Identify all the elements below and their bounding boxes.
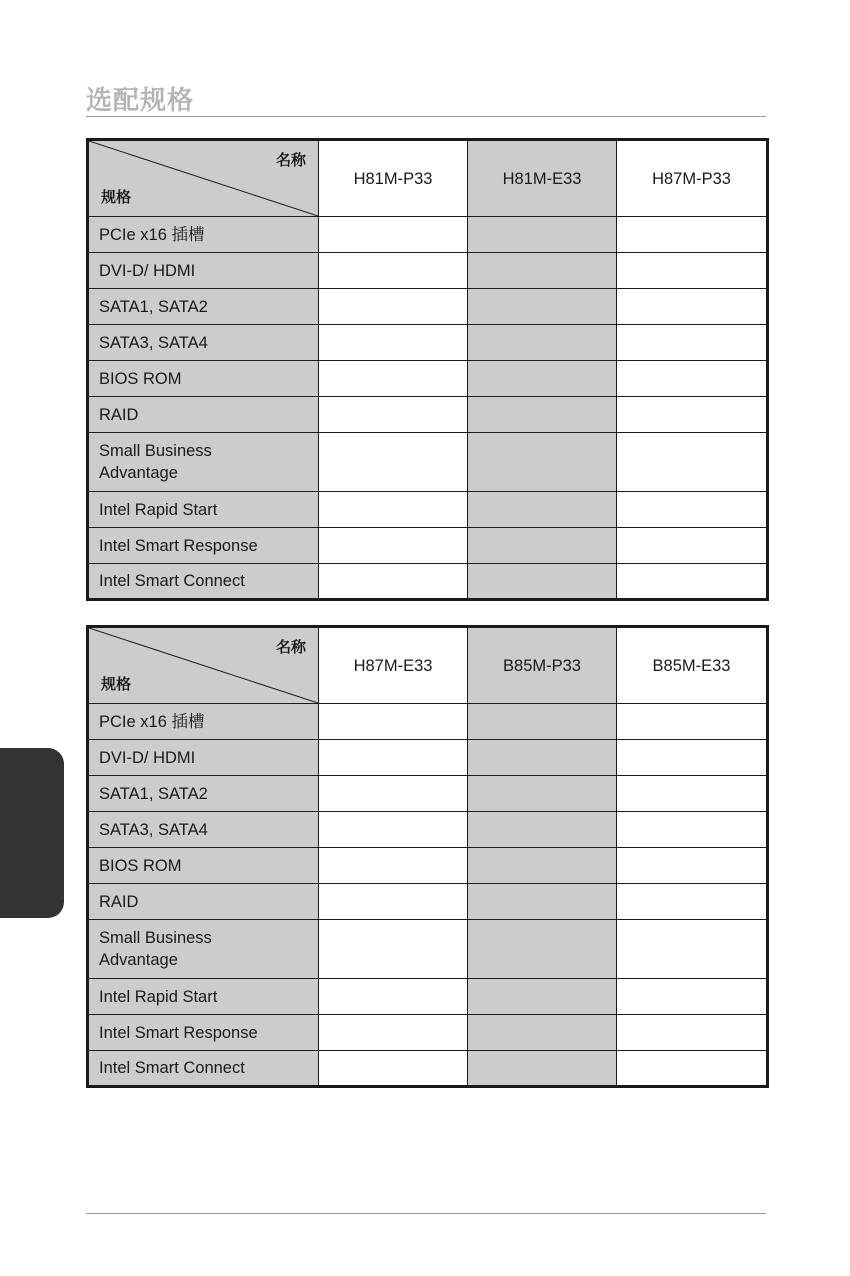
table-row bbox=[88, 528, 768, 564]
spec-label: PCIe x16 插槽 bbox=[88, 704, 319, 740]
spec-value-cell bbox=[319, 492, 468, 528]
table-row bbox=[88, 289, 768, 325]
table-row bbox=[88, 1015, 768, 1051]
spec-value-cell bbox=[468, 492, 617, 528]
spec-label: Intel Smart Response bbox=[88, 528, 319, 564]
spec-value-cell bbox=[468, 217, 617, 253]
corner-name-label: 名称 bbox=[275, 151, 306, 169]
spec-value-cell bbox=[319, 884, 468, 920]
spec-value-cell bbox=[319, 812, 468, 848]
corner-spec-label: 规格 bbox=[101, 188, 132, 206]
spec-value-cell bbox=[319, 397, 468, 433]
spec-value-cell bbox=[468, 361, 617, 397]
spec-value-cell bbox=[468, 528, 617, 564]
table-row bbox=[88, 776, 768, 812]
table-row bbox=[88, 217, 768, 253]
spec-value-cell bbox=[468, 740, 617, 776]
spec-value-cell bbox=[319, 564, 468, 600]
spec-value-cell bbox=[319, 704, 468, 740]
spec-value-cell bbox=[319, 325, 468, 361]
table-row bbox=[88, 979, 768, 1015]
spec-value-cell bbox=[617, 253, 768, 289]
header-row bbox=[88, 627, 768, 704]
spec-value-cell bbox=[319, 433, 468, 492]
spec-label: Small Business Advantage bbox=[88, 433, 319, 492]
spec-value-cell bbox=[319, 253, 468, 289]
spec-value-cell bbox=[468, 812, 617, 848]
corner-spec-label: 规格 bbox=[101, 675, 132, 693]
spec-label: SATA1, SATA2 bbox=[88, 776, 319, 812]
corner-cell bbox=[88, 627, 319, 704]
spec-value-cell bbox=[468, 848, 617, 884]
spec-value-cell bbox=[468, 253, 617, 289]
spec-label: RAID bbox=[88, 884, 319, 920]
spec-value-cell bbox=[319, 776, 468, 812]
spec-label: Intel Smart Connect bbox=[88, 564, 319, 600]
spec-value-cell bbox=[468, 1051, 617, 1087]
model-header: B85M-E33 bbox=[617, 627, 768, 704]
spec-value-cell bbox=[468, 884, 617, 920]
spec-value-cell bbox=[319, 361, 468, 397]
spec-value-cell bbox=[468, 325, 617, 361]
spec-value-cell bbox=[468, 979, 617, 1015]
spec-label: Small Business Advantage bbox=[88, 920, 319, 979]
spec-value-cell bbox=[617, 564, 768, 600]
spec-label: Intel Smart Response bbox=[88, 1015, 319, 1051]
spec-value-cell bbox=[319, 289, 468, 325]
table-row bbox=[88, 848, 768, 884]
spec-value-cell bbox=[617, 325, 768, 361]
table-row bbox=[88, 492, 768, 528]
spec-value-cell bbox=[617, 848, 768, 884]
table-row bbox=[88, 1051, 768, 1087]
spec-value-cell bbox=[617, 433, 768, 492]
page-title: 选配规格 bbox=[86, 86, 195, 116]
table-row bbox=[88, 564, 768, 600]
spec-value-cell bbox=[468, 920, 617, 979]
spec-value-cell bbox=[617, 289, 768, 325]
table-row bbox=[88, 740, 768, 776]
spec-value-cell bbox=[617, 361, 768, 397]
model-header: H81M-P33 bbox=[319, 140, 468, 217]
table-row bbox=[88, 884, 768, 920]
table-row bbox=[88, 361, 768, 397]
spec-label: Intel Rapid Start bbox=[88, 979, 319, 1015]
spec-label: Intel Smart Connect bbox=[88, 1051, 319, 1087]
spec-label: BIOS ROM bbox=[88, 848, 319, 884]
spec-value-cell bbox=[319, 1015, 468, 1051]
spec-label: SATA3, SATA4 bbox=[88, 812, 319, 848]
spec-value-cell bbox=[319, 920, 468, 979]
spec-value-cell bbox=[319, 848, 468, 884]
spec-value-cell bbox=[468, 397, 617, 433]
spec-label: PCIe x16 插槽 bbox=[88, 217, 319, 253]
spec-label: RAID bbox=[88, 397, 319, 433]
spec-value-cell bbox=[617, 217, 768, 253]
spec-label: DVI-D/ HDMI bbox=[88, 253, 319, 289]
model-header: H87M-E33 bbox=[319, 627, 468, 704]
spec-value-cell bbox=[617, 1051, 768, 1087]
table-row bbox=[88, 397, 768, 433]
spec-value-cell bbox=[617, 492, 768, 528]
spec-value-cell bbox=[617, 920, 768, 979]
spec-value-cell bbox=[617, 812, 768, 848]
spec-value-cell bbox=[468, 1015, 617, 1051]
spec-value-cell bbox=[617, 1015, 768, 1051]
spec-value-cell bbox=[319, 740, 468, 776]
spec-value-cell bbox=[319, 1051, 468, 1087]
spec-value-cell bbox=[319, 979, 468, 1015]
spec-value-cell bbox=[468, 289, 617, 325]
spec-value-cell bbox=[617, 704, 768, 740]
title-divider bbox=[86, 116, 766, 117]
spec-label: Intel Rapid Start bbox=[88, 492, 319, 528]
table-row bbox=[88, 325, 768, 361]
spec-label: SATA1, SATA2 bbox=[88, 289, 319, 325]
footer-divider bbox=[86, 1213, 766, 1214]
spec-value-cell bbox=[617, 979, 768, 1015]
spec-value-cell bbox=[319, 217, 468, 253]
spec-label: SATA3, SATA4 bbox=[88, 325, 319, 361]
corner-cell bbox=[88, 140, 319, 217]
table-row bbox=[88, 253, 768, 289]
spec-value-cell bbox=[468, 564, 617, 600]
spec-value-cell bbox=[617, 528, 768, 564]
spec-table-2 bbox=[86, 625, 769, 1088]
spec-value-cell bbox=[617, 740, 768, 776]
spec-value-cell bbox=[617, 884, 768, 920]
spec-label: DVI-D/ HDMI bbox=[88, 740, 319, 776]
spec-value-cell bbox=[468, 704, 617, 740]
table-row bbox=[88, 704, 768, 740]
table-row bbox=[88, 920, 768, 979]
side-chapter-tab bbox=[0, 748, 64, 918]
spec-value-cell bbox=[319, 528, 468, 564]
spec-value-cell bbox=[617, 397, 768, 433]
table-row bbox=[88, 812, 768, 848]
spec-table-1 bbox=[86, 138, 769, 601]
model-header: H87M-P33 bbox=[617, 140, 768, 217]
model-header: B85M-P33 bbox=[468, 627, 617, 704]
spec-value-cell bbox=[617, 776, 768, 812]
spec-value-cell bbox=[468, 776, 617, 812]
spec-label: BIOS ROM bbox=[88, 361, 319, 397]
spec-value-cell bbox=[468, 433, 617, 492]
corner-name-label: 名称 bbox=[275, 638, 306, 656]
table-row bbox=[88, 433, 768, 492]
header-row bbox=[88, 140, 768, 217]
model-header: H81M-E33 bbox=[468, 140, 617, 217]
